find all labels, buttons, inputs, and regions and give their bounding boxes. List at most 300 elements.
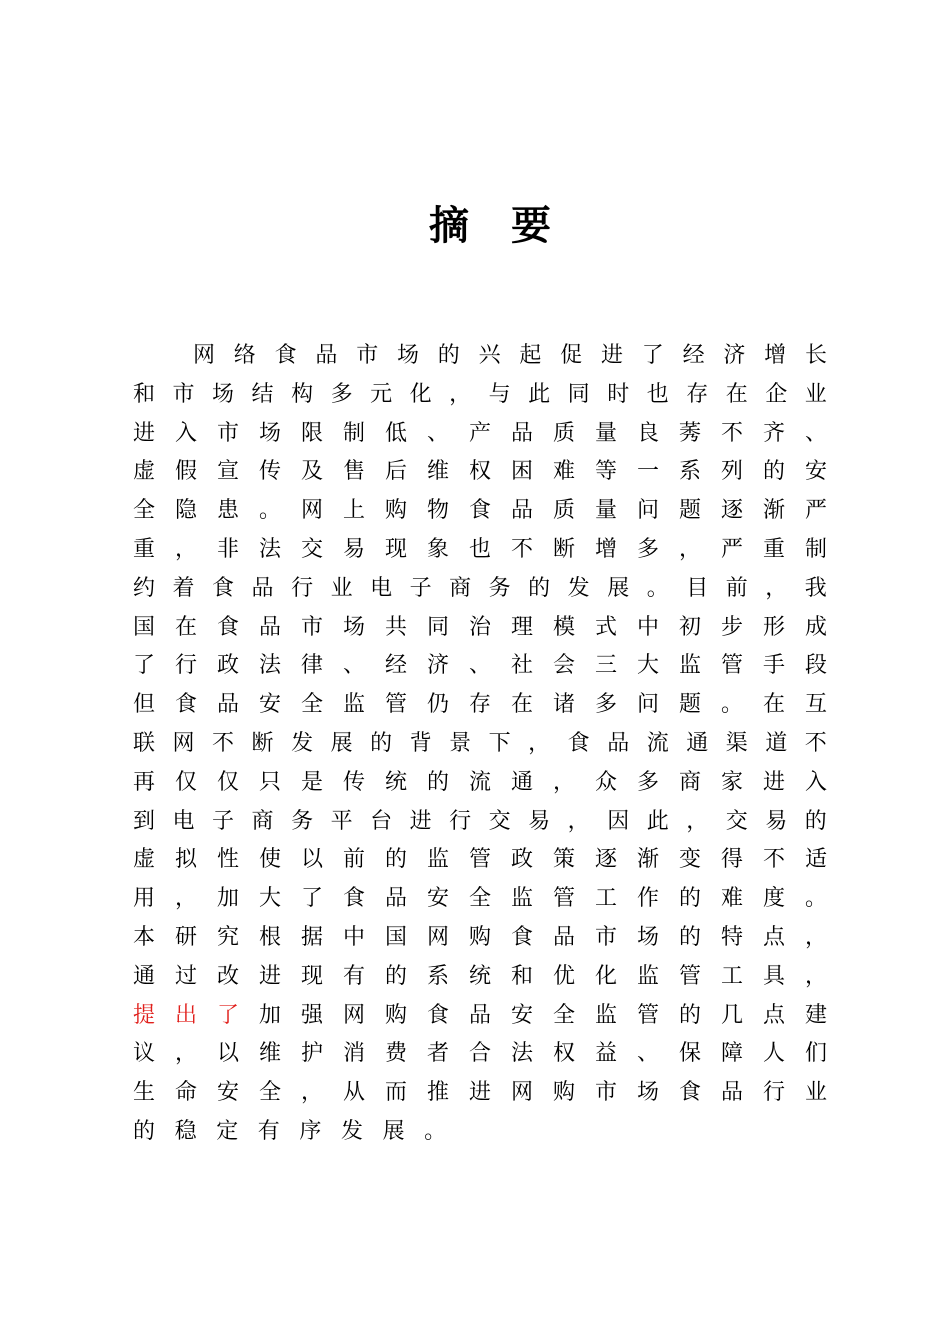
abstract-char: 交 (301, 536, 324, 562)
abstract-char: 商 (251, 808, 274, 834)
abstract-char: 律 (301, 653, 324, 679)
abstract-char: ， (175, 886, 198, 912)
abstract-char: 网 (301, 498, 324, 524)
abstract-char: 入 (805, 769, 828, 795)
abstract-char: 模 (553, 614, 576, 640)
abstract-char: 系 (679, 459, 702, 485)
abstract-char: 步 (721, 614, 744, 640)
abstract-char: 中 (343, 924, 366, 950)
abstract-char: 的 (133, 1118, 156, 1144)
abstract-char: 食 (511, 924, 534, 950)
abstract-char: 安 (427, 886, 450, 912)
abstract-char: 易 (528, 808, 551, 834)
abstract-char: 得 (721, 847, 744, 873)
abstract-char: 市 (172, 381, 195, 407)
abstract-char: 元 (370, 381, 393, 407)
abstract-char: 因 (607, 808, 630, 834)
abstract-char: 食 (175, 692, 198, 718)
abstract-char: 监 (637, 963, 660, 989)
abstract-char: 度 (763, 886, 786, 912)
abstract-char: 网 (511, 1080, 534, 1106)
abstract-char: 监 (343, 692, 366, 718)
abstract-char: 作 (637, 886, 660, 912)
abstract-char: 与 (488, 381, 511, 407)
abstract-char: 发 (567, 575, 590, 601)
abstract-char: 促 (560, 343, 583, 368)
abstract-char: 低 (385, 420, 408, 446)
abstract-char: 制 (805, 536, 828, 562)
abstract-char: 济 (427, 653, 450, 679)
abstract-char: 患 (217, 498, 240, 524)
abstract-char: 适 (805, 847, 828, 873)
abstract-char: 化 (595, 963, 618, 989)
abstract-char: 也 (646, 381, 669, 407)
abstract-char: 逐 (721, 498, 744, 524)
abstract-char: 。 (424, 1118, 447, 1144)
abstract-char: 有 (257, 1118, 280, 1144)
abstract-char: 此 (528, 381, 551, 407)
abstract-char: 市 (217, 420, 240, 446)
abstract-line (133, 337, 827, 376)
abstract-char: 成 (805, 614, 828, 640)
abstract-char: 断 (251, 730, 274, 756)
abstract-char: 和 (133, 381, 156, 407)
abstract-char: 点 (763, 924, 786, 950)
abstract-char: 仅 (175, 769, 198, 795)
abstract-char: 难 (721, 886, 744, 912)
abstract-char: 问 (637, 692, 660, 718)
abstract-char: 渠 (725, 730, 748, 756)
abstract-char: 性 (217, 847, 240, 873)
abstract-char: 加 (217, 886, 240, 912)
abstract-char: 传 (343, 769, 366, 795)
abstract-char: 题 (679, 692, 702, 718)
abstract-char: 的 (763, 459, 786, 485)
abstract-char: 易 (765, 808, 788, 834)
abstract-char: 手 (763, 653, 786, 679)
abstract-char: 品 (315, 343, 338, 368)
abstract-char: 、 (469, 653, 492, 679)
abstract-char: ， (175, 1041, 198, 1067)
abstract-line (133, 725, 827, 764)
abstract-char: 具 (763, 963, 786, 989)
abstract-char: 重 (763, 536, 786, 562)
abstract-line (133, 919, 827, 958)
abstract-char: 品 (217, 692, 240, 718)
abstract-char: 等 (595, 459, 618, 485)
abstract-char: 、 (427, 420, 450, 446)
abstract-char: 形 (763, 614, 786, 640)
abstract-char: ， (679, 536, 702, 562)
abstract-char: 题 (679, 498, 702, 524)
abstract-char: 社 (511, 653, 534, 679)
abstract-char: 工 (721, 963, 744, 989)
abstract-char: 、 (343, 653, 366, 679)
abstract-char: 购 (553, 1080, 576, 1106)
abstract-line (133, 453, 827, 492)
abstract-char: 景 (449, 730, 472, 756)
abstract-char: 存 (469, 692, 492, 718)
abstract-line (133, 376, 827, 415)
abstract-char: 交 (488, 808, 511, 834)
abstract-char: 全 (469, 886, 492, 912)
abstract-char: 购 (469, 924, 492, 950)
abstract-char: 益 (595, 1041, 618, 1067)
abstract-char: 的 (437, 343, 460, 368)
abstract-char: 场 (637, 924, 660, 950)
abstract-char: 点 (763, 1002, 786, 1028)
abstract-char: 齐 (763, 420, 786, 446)
abstract-body (133, 337, 827, 1152)
abstract-char: 监 (595, 1002, 618, 1028)
abstract-char: 结 (251, 381, 274, 407)
abstract-char: 网 (193, 343, 216, 368)
abstract-char: 改 (217, 963, 240, 989)
abstract-char: 过 (175, 963, 198, 989)
abstract-char: 究 (217, 924, 240, 950)
abstract-line (133, 880, 827, 919)
abstract-char: 严 (805, 498, 828, 524)
abstract-char: 莠 (679, 420, 702, 446)
abstract-char: 限 (301, 420, 324, 446)
abstract-char: ， (553, 769, 576, 795)
abstract-char: 虚 (133, 459, 156, 485)
abstract-char: 。 (805, 886, 828, 912)
abstract-char: 后 (385, 459, 408, 485)
abstract-char: 保 (679, 1041, 702, 1067)
abstract-char: 们 (805, 1041, 828, 1067)
abstract-line (133, 764, 827, 803)
abstract-char: 消 (343, 1041, 366, 1067)
abstract-char: 用 (133, 886, 156, 912)
abstract-char: 法 (259, 653, 282, 679)
abstract-char: ， (805, 924, 828, 950)
abstract-char: 下 (488, 730, 511, 756)
abstract-char: 渐 (763, 498, 786, 524)
abstract-char: 流 (646, 730, 669, 756)
abstract-char: 理 (511, 614, 534, 640)
abstract-char: 增 (764, 343, 787, 368)
abstract-char: 市 (356, 343, 379, 368)
abstract-char: 网 (172, 730, 195, 756)
abstract-char: 同 (427, 614, 450, 640)
abstract-char: 列 (721, 459, 744, 485)
abstract-char: 系 (427, 963, 450, 989)
abstract-char: 提 (133, 1002, 156, 1028)
abstract-char: 式 (595, 614, 618, 640)
abstract-char: ， (805, 963, 828, 989)
abstract-char: 法 (259, 536, 282, 562)
abstract-char: 优 (553, 963, 576, 989)
abstract-line (133, 531, 827, 570)
abstract-char: 监 (427, 847, 450, 873)
abstract-char: 变 (679, 847, 702, 873)
abstract-char: 通 (511, 769, 534, 795)
abstract-line (133, 686, 827, 725)
abstract-char: 食 (469, 498, 492, 524)
abstract-char: 通 (133, 963, 156, 989)
abstract-char: 行 (291, 575, 314, 601)
abstract-char: 监 (511, 886, 534, 912)
abstract-char: 的 (679, 1002, 702, 1028)
abstract-char: 权 (469, 459, 492, 485)
abstract-char: 仍 (427, 692, 450, 718)
abstract-char: 商 (679, 769, 702, 795)
abstract-char: 拟 (175, 847, 198, 873)
abstract-char: 政 (511, 847, 534, 873)
abstract-char: 非 (217, 536, 240, 562)
abstract-char: 交 (725, 808, 748, 834)
abstract-char: 重 (133, 536, 156, 562)
abstract-char: 场 (637, 1080, 660, 1106)
abstract-char: 进 (409, 808, 432, 834)
abstract-char: 业 (805, 1080, 828, 1106)
abstract-char: 中 (637, 614, 660, 640)
abstract-char: 管 (469, 847, 492, 873)
abstract-char: 的 (528, 575, 551, 601)
abstract-line (133, 570, 827, 609)
abstract-char: 台 (370, 808, 393, 834)
abstract-char: 行 (175, 653, 198, 679)
abstract-char: 渐 (637, 847, 660, 873)
abstract-char: 经 (682, 343, 705, 368)
abstract-char: 。 (721, 692, 744, 718)
abstract-char: 平 (330, 808, 353, 834)
abstract-char: 的 (679, 924, 702, 950)
abstract-char: 三 (595, 653, 618, 679)
abstract-char: 推 (427, 1080, 450, 1106)
abstract-char: 共 (385, 614, 408, 640)
abstract-char: 。 (259, 498, 282, 524)
abstract-char: 品 (251, 575, 274, 601)
abstract-char: 问 (637, 498, 660, 524)
abstract-char: 逐 (595, 847, 618, 873)
abstract-char: 假 (175, 459, 198, 485)
abstract-char: 、 (637, 1041, 660, 1067)
title-char-left: 摘 (429, 202, 469, 249)
abstract-char: 是 (301, 769, 324, 795)
abstract-char: 展 (330, 730, 353, 756)
abstract-char: 多 (595, 692, 618, 718)
abstract-char: 时 (607, 381, 630, 407)
abstract-char: 的 (427, 769, 450, 795)
abstract-char: 和 (511, 963, 534, 989)
abstract-char: 食 (567, 730, 590, 756)
abstract-char: 了 (301, 886, 324, 912)
abstract-line (133, 415, 827, 454)
abstract-char: 特 (721, 924, 744, 950)
abstract-char: 障 (721, 1041, 744, 1067)
abstract-line (133, 803, 827, 842)
abstract-char: 进 (763, 769, 786, 795)
abstract-char: 国 (133, 614, 156, 640)
abstract-char: 品 (511, 420, 534, 446)
abstract-line (133, 647, 827, 686)
abstract-char: 统 (469, 963, 492, 989)
abstract-char: 场 (259, 420, 282, 446)
abstract-char: 维 (259, 1041, 282, 1067)
abstract-char: 根 (259, 924, 282, 950)
abstract-char: 加 (259, 1002, 282, 1028)
abstract-char: 的 (370, 730, 393, 756)
abstract-char: 质 (553, 498, 576, 524)
abstract-char: 展 (607, 575, 630, 601)
abstract-char: 行 (449, 808, 472, 834)
abstract-char: ， (449, 381, 472, 407)
abstract-char: 了 (133, 653, 156, 679)
abstract-char: ， (686, 808, 709, 834)
abstract-char: ， (567, 808, 590, 834)
abstract-char: 通 (686, 730, 709, 756)
abstract-char: 增 (595, 536, 618, 562)
abstract-char: 在 (511, 692, 534, 718)
abstract-char: 统 (385, 769, 408, 795)
abstract-char: 进 (600, 343, 623, 368)
abstract-char: 有 (343, 963, 366, 989)
abstract-char: 前 (725, 575, 748, 601)
abstract-char: 现 (385, 536, 408, 562)
abstract-char: 食 (679, 1080, 702, 1106)
abstract-char: 隐 (175, 498, 198, 524)
abstract-char: 强 (301, 1002, 324, 1028)
abstract-char: 物 (427, 498, 450, 524)
abstract-char: 不 (511, 536, 534, 562)
abstract-char: ， (765, 575, 788, 601)
abstract-char: 我 (804, 575, 827, 601)
abstract-char: 起 (519, 343, 542, 368)
abstract-char: 品 (259, 614, 282, 640)
abstract-char: 不 (763, 847, 786, 873)
abstract-char: 只 (259, 769, 282, 795)
abstract-char: 行 (763, 1080, 786, 1106)
abstract-char: 安 (217, 1080, 240, 1106)
abstract-char: 进 (259, 963, 282, 989)
abstract-char: 务 (488, 575, 511, 601)
abstract-char: 构 (291, 381, 314, 407)
title-char-right: 要 (511, 202, 551, 249)
abstract-char: 子 (409, 575, 432, 601)
abstract-char: 良 (637, 420, 660, 446)
abstract-char: 不 (721, 420, 744, 446)
abstract-char: 困 (511, 459, 534, 485)
abstract-char: 仅 (217, 769, 240, 795)
abstract-char: 研 (175, 924, 198, 950)
abstract-line (133, 997, 827, 1036)
abstract-char: 段 (805, 653, 828, 679)
abstract-char: 不 (212, 730, 235, 756)
abstract-char: 流 (469, 769, 492, 795)
abstract-char: 品 (511, 498, 534, 524)
abstract-line (133, 1074, 827, 1113)
abstract-char: 购 (385, 498, 408, 524)
abstract-char: 电 (172, 808, 195, 834)
abstract-char: 存 (686, 381, 709, 407)
abstract-char: ， (528, 730, 551, 756)
abstract-char: 入 (175, 420, 198, 446)
abstract-char: 管 (679, 963, 702, 989)
abstract-char: 企 (765, 381, 788, 407)
abstract-char: 质 (553, 420, 576, 446)
abstract-char: 着 (172, 575, 195, 601)
abstract-char: 。 (646, 575, 669, 601)
abstract-char: 维 (427, 459, 450, 485)
abstract-char: 了 (641, 343, 664, 368)
abstract-char: 再 (133, 769, 156, 795)
abstract-char: 长 (804, 343, 827, 368)
abstract-char: 兴 (478, 343, 501, 368)
abstract-char: 食 (212, 575, 235, 601)
abstract-char: 严 (721, 536, 744, 562)
abstract-char: 互 (805, 692, 828, 718)
abstract-char: 安 (805, 459, 828, 485)
abstract-char: 全 (133, 498, 156, 524)
abstract-char: 出 (175, 1002, 198, 1028)
abstract-char: 一 (637, 459, 660, 485)
abstract-char: 安 (259, 692, 282, 718)
abstract-char: 费 (385, 1041, 408, 1067)
abstract-char: 但 (133, 692, 156, 718)
abstract-char: 以 (301, 847, 324, 873)
abstract-char: 全 (259, 1080, 282, 1106)
abstract-char: 虚 (133, 847, 156, 873)
abstract-char: 权 (553, 1041, 576, 1067)
abstract-char: 制 (343, 420, 366, 446)
abstract-char: 市 (595, 924, 618, 950)
abstract-char: 食 (427, 1002, 450, 1028)
abstract-char: 场 (212, 381, 235, 407)
abstract-char: 也 (469, 536, 492, 562)
abstract-char: 而 (385, 1080, 408, 1106)
abstract-line (133, 958, 827, 997)
abstract-char: 几 (721, 1002, 744, 1028)
abstract-char: 场 (343, 614, 366, 640)
abstract-char: 多 (637, 536, 660, 562)
abstract-char: 上 (343, 498, 366, 524)
abstract-char: 治 (469, 614, 492, 640)
abstract-char: 络 (233, 343, 256, 368)
abstract-char: 象 (427, 536, 450, 562)
abstract-char: 子 (212, 808, 235, 834)
abstract-char: 场 (396, 343, 419, 368)
abstract-char: 及 (301, 459, 324, 485)
abstract-char: 政 (217, 653, 240, 679)
abstract-char: 网 (427, 924, 450, 950)
abstract-char: 全 (553, 1002, 576, 1028)
abstract-char: 易 (343, 536, 366, 562)
abstract-char: 生 (133, 1080, 156, 1106)
abstract-char: 监 (679, 653, 702, 679)
abstract-char: 在 (175, 614, 198, 640)
abstract-char: 管 (385, 692, 408, 718)
abstract-char: 建 (805, 1002, 828, 1028)
abstract-char: 电 (370, 575, 393, 601)
abstract-char: 多 (637, 769, 660, 795)
abstract-char: 量 (595, 420, 618, 446)
abstract-char: 前 (343, 847, 366, 873)
abstract-char: 发 (340, 1118, 363, 1144)
abstract-char: 据 (301, 924, 324, 950)
abstract-char: 稳 (174, 1118, 197, 1144)
abstract-char: 使 (259, 847, 282, 873)
abstract-line (133, 841, 827, 880)
abstract-char: 食 (343, 886, 366, 912)
abstract-char: 管 (637, 1002, 660, 1028)
abstract-char: 家 (721, 769, 744, 795)
abstract-char: ， (301, 1080, 324, 1106)
abstract-char: 安 (511, 1002, 534, 1028)
abstract-char: 产 (469, 420, 492, 446)
abstract-char: 国 (385, 924, 408, 950)
